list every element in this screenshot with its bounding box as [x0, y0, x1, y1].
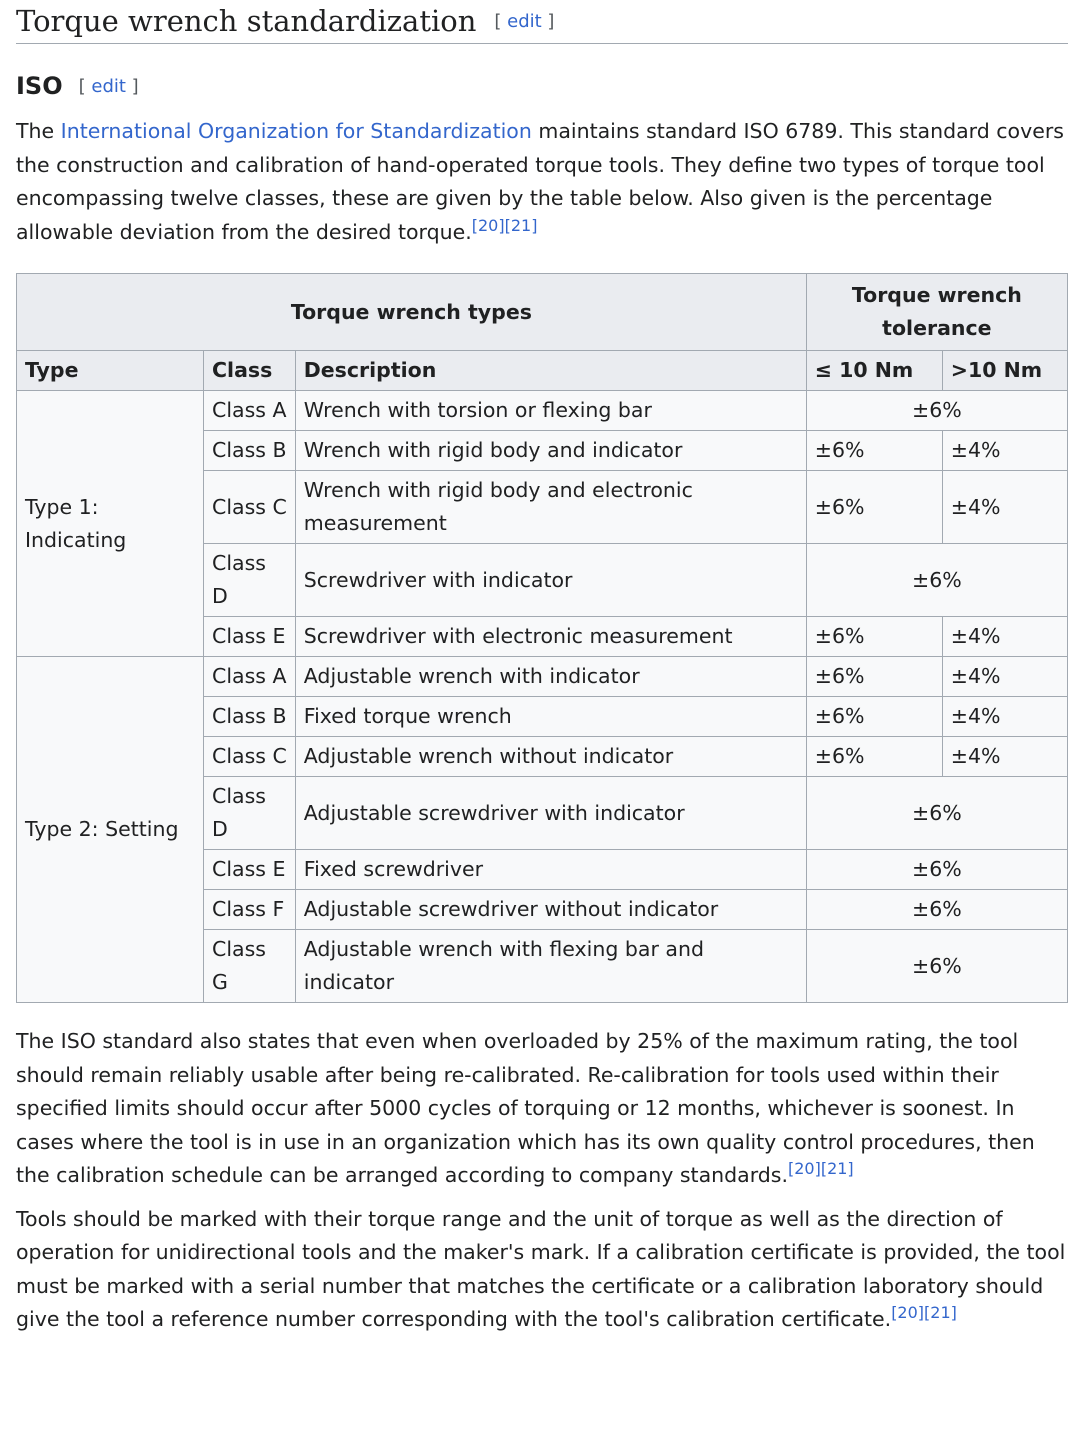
description-cell: Adjustable screwdriver with indicator — [295, 777, 806, 850]
col-gt10-header: >10 Nm — [942, 351, 1067, 391]
description-cell: Wrench with torsion or flexing bar — [295, 391, 806, 431]
table-row — [17, 391, 1068, 431]
tolerance-cell: ±6% — [806, 850, 1067, 890]
intro-refs — [472, 216, 538, 235]
class-cell: Class D — [204, 777, 296, 850]
tolerance-gt10-cell: ±4% — [942, 737, 1067, 777]
calibration-text: The ISO standard also states that even when overloaded by 25% of the maximum rating, the tool should remain reliably usable after being re-calibrated. Re-calibration for tools used within their specified limits should occur after 5000 cycles of torquing or 12 months, whichever is soonest. In cases where the tool is in use in an organization which has its own quality control procedures, then the calibration schedule can be arranged according to company standards. — [16, 1029, 1035, 1187]
header-tolerance: Torque wrench tolerance — [806, 274, 1067, 351]
table-row — [17, 657, 1068, 697]
tolerance-cell: ±6% — [806, 777, 1067, 850]
class-cell: Class A — [204, 657, 296, 697]
tolerance-gt10-cell: ±4% — [942, 617, 1067, 657]
col-class-header: Class — [204, 351, 296, 391]
class-cell: Class C — [204, 737, 296, 777]
description-cell: Wrench with rigid body and electronic measurement — [295, 471, 806, 544]
class-cell: Class B — [204, 697, 296, 737]
class-cell: Class E — [204, 850, 296, 890]
description-cell: Screwdriver with indicator — [295, 544, 806, 617]
section-heading — [16, 0, 1068, 44]
tolerance-le10-cell: ±6% — [806, 657, 942, 697]
calibration-refs — [788, 1159, 854, 1178]
citation-20[interactable]: [20] — [891, 1303, 925, 1322]
col-type-header: Type — [17, 351, 204, 391]
header-types: Torque wrench types — [17, 274, 807, 351]
torque-wrench-table — [16, 273, 1068, 1003]
citation-20[interactable]: [20] — [787, 1159, 821, 1178]
tolerance-gt10-cell: ±4% — [942, 657, 1067, 697]
article-content — [16, 0, 1068, 1337]
tolerance-le10-cell: ±6% — [806, 431, 942, 471]
col-description-header: Description — [295, 351, 806, 391]
citation-21[interactable]: [21] — [504, 215, 538, 235]
calibration-paragraph — [16, 1025, 1068, 1193]
class-cell: Class E — [204, 617, 296, 657]
tolerance-le10-cell: ±6% — [806, 617, 942, 657]
description-cell: Adjustable screwdriver without indicator — [295, 890, 806, 930]
tolerance-gt10-cell: ±4% — [942, 471, 1067, 544]
citation-21[interactable]: [21] — [924, 1303, 957, 1322]
table-subheader-row — [17, 351, 1068, 391]
intro-paragraph — [16, 115, 1068, 249]
tolerance-le10-cell: ±6% — [806, 697, 942, 737]
type2-cell: Type 2: Setting — [17, 657, 204, 1003]
table-header-row — [17, 274, 1068, 351]
class-cell: Class F — [204, 890, 296, 930]
class-cell: Class D — [204, 544, 296, 617]
tolerance-gt10-cell: ±4% — [942, 697, 1067, 737]
subsection-edit: [ edit ] — [78, 76, 139, 97]
subsection-title: ISO — [16, 72, 63, 100]
marking-refs — [891, 1303, 957, 1322]
description-cell: Adjustable wrench with indicator — [295, 657, 806, 697]
tolerance-cell: ±6% — [806, 890, 1067, 930]
class-cell: Class A — [204, 391, 296, 431]
subsection-edit-link[interactable]: edit — [91, 76, 126, 97]
section-edit-link[interactable]: edit — [507, 11, 542, 32]
description-cell: Screwdriver with electronic measurement — [295, 617, 806, 657]
col-le10-header: ≤ 10 Nm — [806, 351, 942, 391]
tolerance-cell: ±6% — [806, 930, 1067, 1003]
section-edit: [ edit ] — [494, 11, 555, 32]
citation-21[interactable]: [21] — [820, 1159, 854, 1178]
description-cell: Fixed screwdriver — [295, 850, 806, 890]
marking-text: Tools should be marked with their torque range and the unit of torque as well as the direction of operation for unidirectional tools and the maker's mark. If a calibration certificate is provided, the tool must be marked with a serial number that matches the certificate or a calibration laboratory should give the tool a reference number corresponding with the tool's calibration certificate. — [16, 1206, 1066, 1331]
tolerance-cell: ±6% — [806, 391, 1067, 431]
tolerance-gt10-cell: ±4% — [942, 431, 1067, 471]
description-cell: Fixed torque wrench — [295, 697, 806, 737]
class-cell: Class G — [204, 930, 296, 1003]
intro-text-rest: maintains standard ISO 6789. This standard covers the construction and calibration of hand-operated torque tools. They define two types of torque tool encompassing twelve classes, these are given by the table below. Also given is the percentage allowable deviation from the desired torque. — [16, 119, 1064, 244]
tolerance-cell: ±6% — [806, 544, 1067, 617]
marking-paragraph — [16, 1203, 1068, 1337]
intro-text-start: The — [16, 119, 61, 143]
description-cell: Adjustable wrench with flexing bar and indicator — [295, 930, 806, 1003]
tolerance-le10-cell: ±6% — [806, 471, 942, 544]
description-cell: Adjustable wrench without indicator — [295, 737, 806, 777]
section-title: Torque wrench standardization — [16, 4, 477, 38]
class-cell: Class C — [204, 471, 296, 544]
citation-20[interactable]: [20] — [471, 215, 505, 235]
iso-org-link[interactable]: International Organization for Standardization — [60, 119, 532, 143]
subsection-heading — [16, 70, 1068, 103]
tolerance-le10-cell: ±6% — [806, 737, 942, 777]
description-cell: Wrench with rigid body and indicator — [295, 431, 806, 471]
type1-cell: Type 1: Indicating — [17, 391, 204, 657]
class-cell: Class B — [204, 431, 296, 471]
